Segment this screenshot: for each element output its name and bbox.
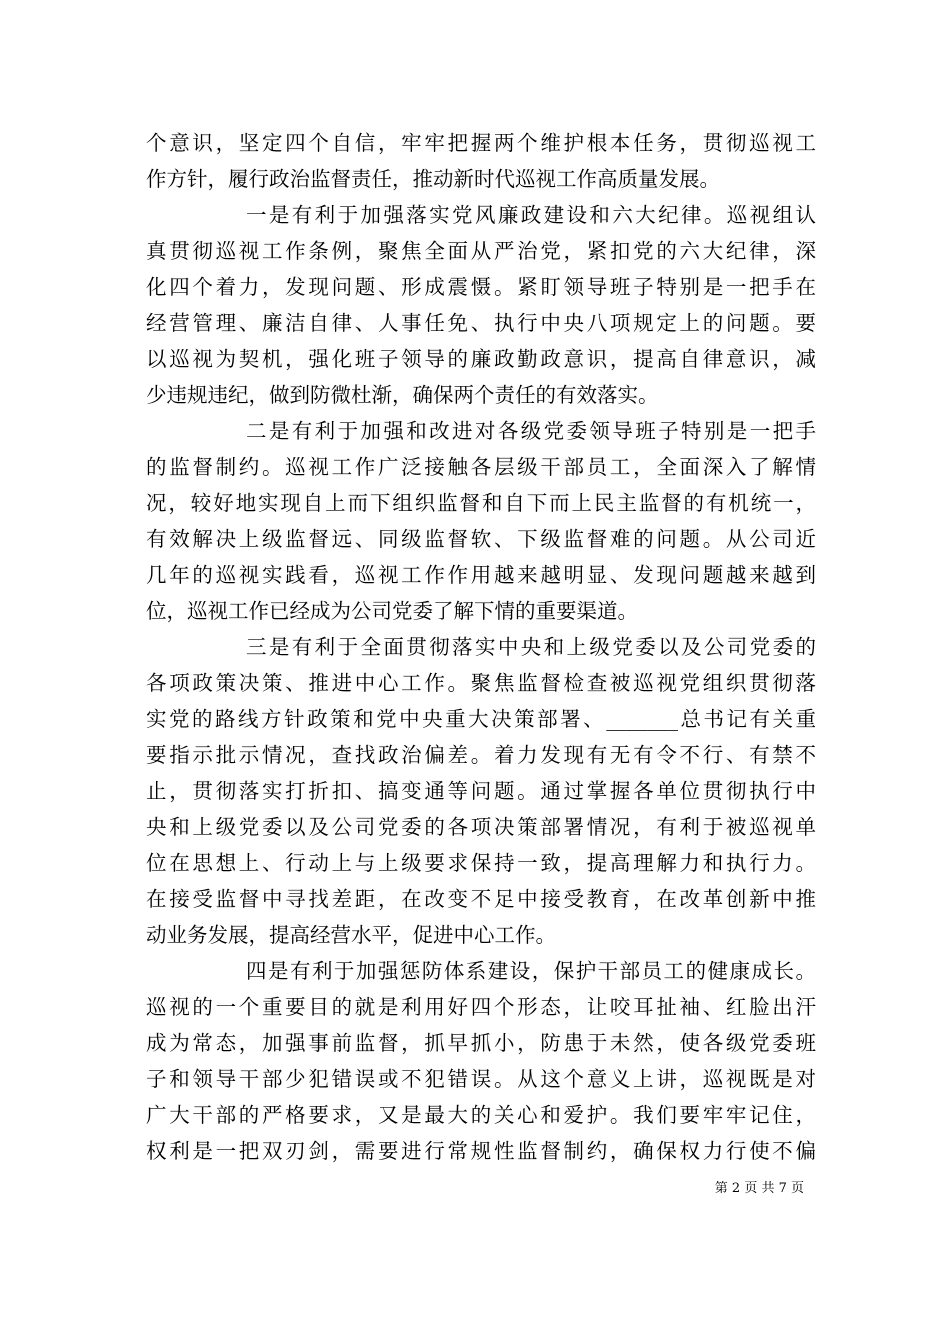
text-line-11: 况，较好地实现自上而下组织监督和自下而上民主监督的有机统一， [146,491,816,515]
text-line-17: 实党的路线方针政策和党中央重大决策部署、_______总书记有关重 [146,707,816,731]
text-line-23: 动业务发展，提高经营水平，促进中心工作。 [146,923,556,947]
text-line-2: 作方针，履行政治监督责任，推动新时代巡视工作高质量发展。 [146,167,720,191]
text-line-5: 化四个着力，发现问题、形成震慑。紧盯领导班子特别是一把手在 [146,275,816,299]
text-line-29: 权利是一把双刃剑，需要进行常规性监督制约，确保权力行使不偏 [146,1139,816,1163]
text-line-27: 子和领导干部少犯错误或不犯错误。从这个意义上讲，巡视既是对 [146,1067,816,1091]
text-line-19: 止，贯彻落实打折扣、搞变通等问题。通过掌握各单位贯彻执行中 [146,779,816,803]
text-line-4: 真贯彻巡视工作条例，聚焦全面从严治党，紧扣党的六大纪律，深 [146,239,816,263]
text-line-9: 二是有利于加强和改进对各级党委领导班子特别是一把手 [246,419,816,443]
text-line-18: 要指示批示情况，查找政治偏差。着力发现有无有令不行、有禁不 [146,743,816,767]
text-line-20: 央和上级党委以及公司党委的各项决策部署情况，有利于被巡视单 [146,815,816,839]
text-line-14: 位，巡视工作已经成为公司党委了解下情的重要渠道。 [146,599,638,623]
text-line-10: 的监督制约。巡视工作广泛接触各层级干部员工，全面深入了解情 [146,455,816,479]
text-line-25: 巡视的一个重要目的就是利用好四个形态，让咬耳扯袖、红脸出汗 [146,995,816,1019]
text-line-26: 成为常态，加强事前监督，抓早抓小，防患于未然，使各级党委班 [146,1031,816,1055]
text-line-15: 三是有利于全面贯彻落实中央和上级党委以及公司党委的 [246,635,816,659]
text-line-7: 以巡视为契机，强化班子领导的廉政勤政意识，提高自律意识，减 [146,347,816,371]
text-line-8: 少违规违纪，做到防微杜渐，确保两个责任的有效落实。 [146,383,659,407]
text-line-28: 广大干部的严格要求，又是最大的关心和爱护。我们要牢牢记住， [146,1103,816,1127]
text-line-13: 几年的巡视实践看，巡视工作作用越来越明显、发现问题越来越到 [146,563,816,587]
text-line-6: 经营管理、廉洁自律、人事任免、执行中央八项规定上的问题。要 [146,311,816,335]
text-line-24: 四是有利于加强惩防体系建设，保护干部员工的健康成长。 [246,959,816,983]
text-line-21: 位在思想上、行动上与上级要求保持一致，提高理解力和执行力。 [146,851,816,875]
text-line-22: 在接受监督中寻找差距，在改变不足中接受教育，在改革创新中推 [146,887,816,911]
text-line-12: 有效解决上级监督远、同级监督软、下级监督难的问题。从公司近 [146,527,816,551]
text-line-1: 个意识，坚定四个自信，牢牢把握两个维护根本任务，贯彻巡视工 [146,131,816,155]
page-number-footer: 第 2 页 共 7 页 [714,1181,804,1196]
text-line-16: 各项政策决策、推进中心工作。聚焦监督检查被巡视党组织贯彻落 [146,671,816,695]
text-line-3: 一是有利于加强落实党风廉政建设和六大纪律。巡视组认 [246,203,816,227]
